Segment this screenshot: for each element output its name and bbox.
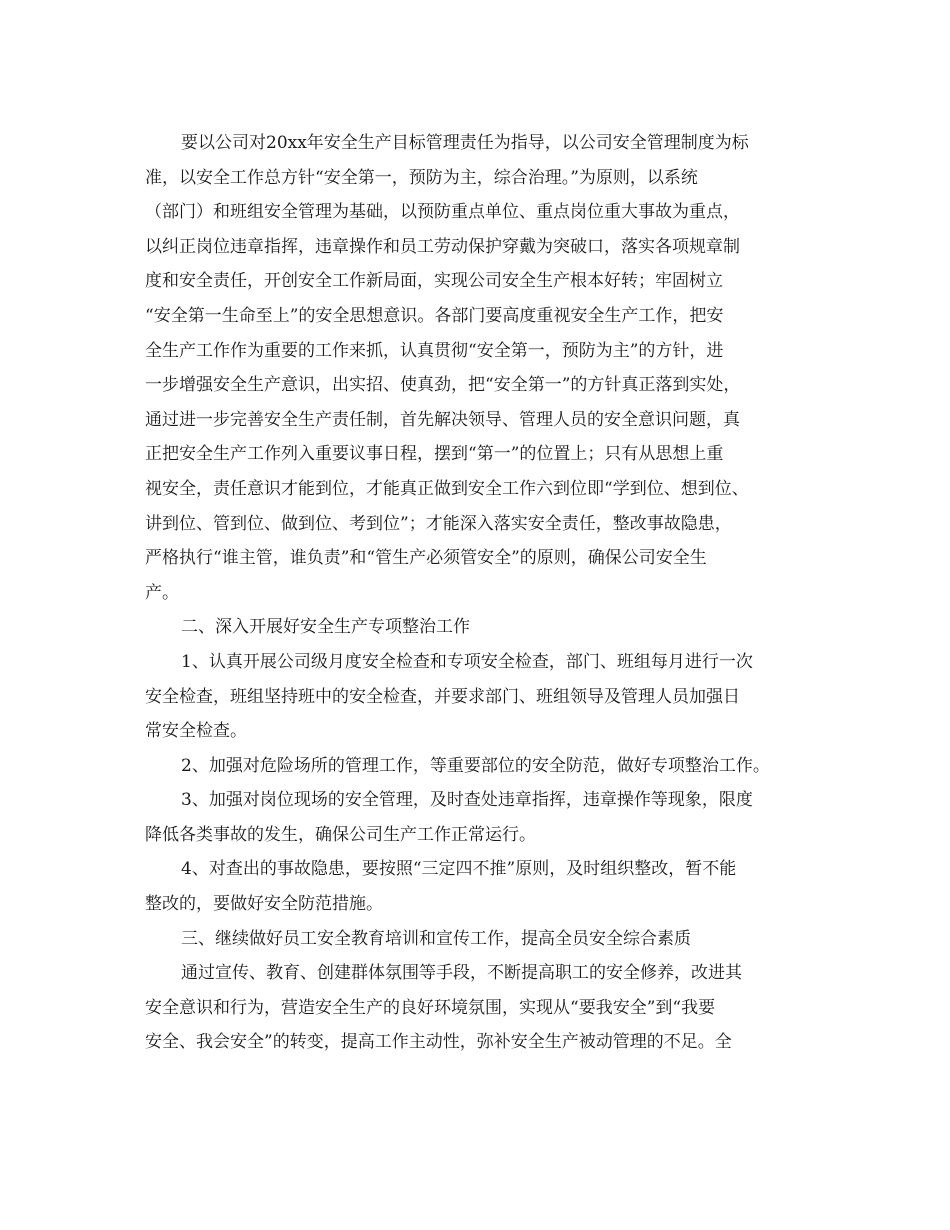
text-line: 讲到位、管到位、做到位、考到位”；才能深入落实安全责任，整改事故隐患， — [145, 513, 732, 534]
text-line: 3、加强对岗位现场的安全管理，及时查处违章指挥，违章操作等现象，限度 — [181, 790, 753, 811]
text-line: （部门）和班组安全管理为基础，以预防重点单位、重点岗位重大事故为重点， — [145, 202, 740, 223]
text-line: 1、认真开展公司级月度安全检查和专项安全检查，部门、班组每月进行一次 — [181, 651, 753, 672]
text-line: “安全第一生命至上”的安全思想意识。各部门要高度重视安全生产工作，把安 — [145, 305, 724, 326]
text-line: 常安全检查。 — [145, 721, 247, 742]
text-line: 正把安全生产工作列入重要议事日程，摆到“第一”的位置上；只有从思想上重 — [145, 444, 724, 465]
text-line: 准，以安全工作总方针“安全第一，预防为主，综合治理。”为原则，以系统 — [145, 167, 698, 188]
text-line: 严格执行“谁主管，谁负责”和“管生产必须管安全”的原则，确保公司安全生 — [145, 548, 707, 569]
text-line: 一步增强安全生产意识，出实招、使真劲，把“安全第一”的方针真正落到实处， — [145, 375, 741, 396]
text-line: 安全、我会安全”的转变，提高工作主动性，弥补安全生产被动管理的不足。全 — [145, 1032, 732, 1053]
text-line: 视安全，责任意识才能到位，才能真正做到安全工作六到位即“学到位、想到位、 — [145, 478, 749, 499]
text-line: 度和安全责任，开创安全工作新局面，实现公司安全生产根本好转；牢固树立 — [145, 271, 723, 292]
text-line: 全生产工作作为重要的工作来抓，认真贯彻“安全第一，预防为主”的方针，进 — [145, 340, 724, 361]
text-line: 产。 — [145, 582, 179, 603]
text-line: 整改的，要做好安全防范措施。 — [145, 894, 383, 915]
text-line: 通过进一步完善安全生产责任制，首先解决领导、管理人员的安全意识问题，真 — [145, 409, 740, 430]
text-line: 三、继续做好员工安全教育培训和宣传工作，提高全员安全综合素质 — [181, 928, 691, 949]
text-line: 以纠正岗位违章指挥，违章操作和员工劳动保护穿戴为突破口，落实各项规章制 — [145, 236, 740, 257]
text-line: 4、对查出的事故隐患，要按照“三定四不推”原则，及时组织整改，暂不能 — [181, 859, 737, 880]
text-line: 要以公司对20xx年安全生产目标管理责任为指导，以公司安全管理制度为标 — [181, 133, 749, 153]
text-line: 降低各类事故的发生，确保公司生产工作正常运行。 — [145, 824, 536, 845]
text-line: 2、加强对危险场所的管理工作，等重要部位的安全防范，做好专项整治工作。 — [181, 755, 770, 776]
text-line: 二、深入开展好安全生产专项整治工作 — [181, 617, 470, 638]
document-body — [145, 126, 810, 1060]
text-line: 安全检查，班组坚持班中的安全检查，并要求部门、班组领导及管理人员加强日 — [145, 686, 740, 707]
text-line: 安全意识和行为，营造安全生产的良好环境氛围，实现从“要我安全”到“我要 — [145, 997, 716, 1018]
text-line: 通过宣传、教育、创建群体氛围等手段，不断提高职工的安全修养，改进其 — [181, 963, 742, 984]
